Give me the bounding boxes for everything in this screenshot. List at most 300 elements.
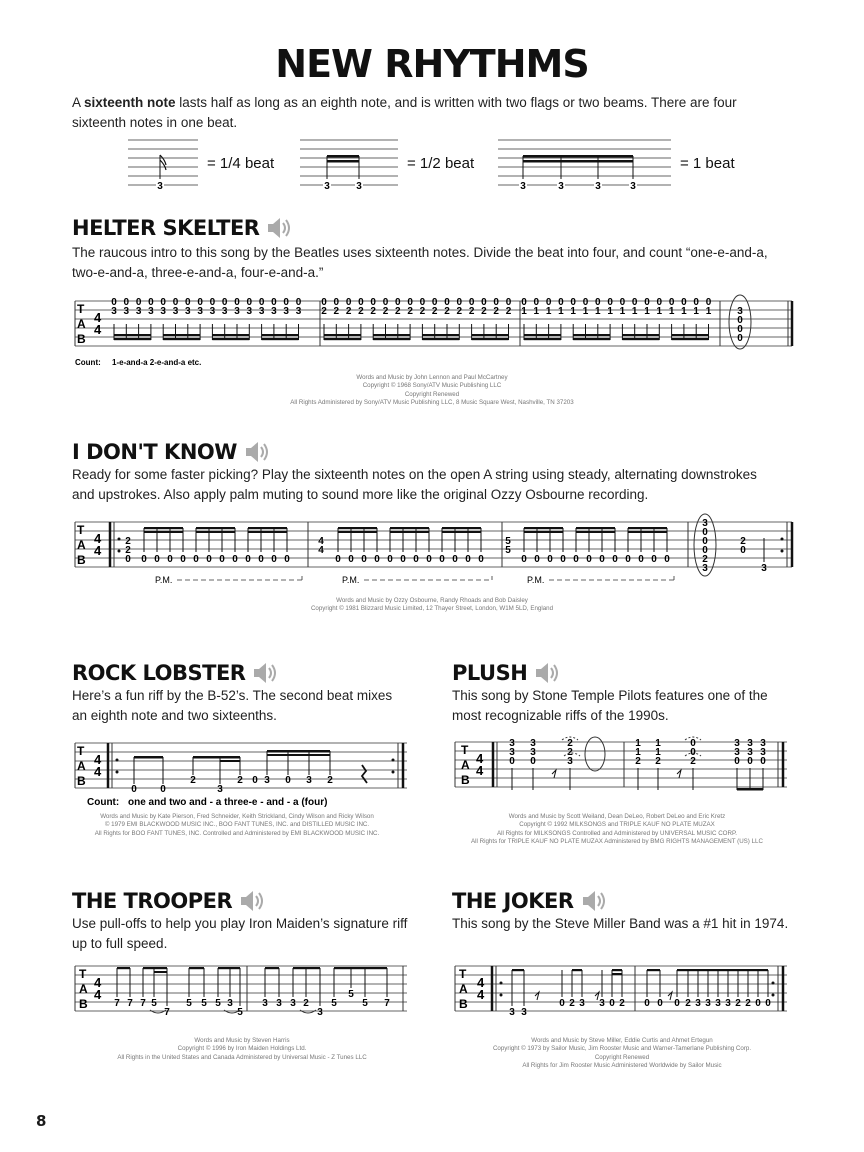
fret-number: 5 — [331, 998, 337, 1009]
fret-number: 3 — [295, 306, 302, 317]
fret-number: 0 — [705, 297, 712, 308]
chord-fret: 4 — [318, 545, 324, 556]
svg-text:3: 3 — [567, 756, 573, 767]
fret-number: 3 — [246, 306, 253, 317]
svg-text:3: 3 — [530, 738, 536, 749]
fret-number: 0 — [644, 297, 650, 308]
fret-number: 3 — [290, 998, 296, 1009]
fret-number: 0 — [333, 297, 340, 308]
plush-tab — [452, 730, 792, 810]
fret-number: 0 — [221, 297, 228, 308]
svg-text:3: 3 — [509, 747, 515, 758]
helter-skelter-heading: HELTER SKELTER — [72, 216, 260, 240]
fret-number: 0 — [619, 297, 626, 308]
fret-number: 0 — [160, 784, 166, 795]
fret-number: 1 — [668, 306, 675, 317]
fret-number: 0 — [582, 297, 589, 308]
fret-number: 2 — [481, 306, 487, 317]
fret-number: 0 — [465, 554, 471, 565]
credit-line: All Rights for BOO FANT TUNES, INC. Controlled and Administered by EMI BLACKWOOD MUSIC INC. — [94, 829, 380, 837]
fret-number: 0 — [167, 554, 173, 565]
svg-text:1: 1 — [655, 747, 661, 758]
fret-number: 0 — [651, 554, 657, 565]
fret-number: 2 — [321, 306, 327, 317]
palm-mute-label: P.M. — [342, 575, 360, 585]
chord-fret: 2 — [740, 536, 746, 547]
fret-number: 3 — [509, 1007, 515, 1018]
tab-letter-b: B — [77, 332, 86, 346]
fret-number: 3 — [356, 181, 362, 192]
fret-number: 0 — [478, 554, 484, 565]
fret-number: 3 — [262, 998, 268, 1009]
fret-number: 0 — [595, 297, 601, 308]
audio-speaker-icon[interactable] — [251, 661, 277, 685]
the-trooper-credits — [72, 1037, 412, 1062]
fret-number: 0 — [521, 297, 527, 308]
tab-letter-b: B — [459, 997, 468, 1011]
fret-number: 0 — [674, 998, 680, 1009]
fret-number: 2 — [493, 306, 499, 317]
fret-number: 0 — [361, 554, 367, 565]
time-sig-bottom: 4 — [94, 987, 102, 1002]
time-sig-bottom: 4 — [476, 763, 484, 778]
the-trooper-heading: THE TROOPER — [72, 889, 233, 913]
chord-fret: 0 — [737, 315, 743, 326]
audio-speaker-icon[interactable] — [580, 889, 606, 913]
half-beat-label: = 1/2 beat — [407, 155, 475, 172]
credit-line: All Rights for TRIPLE KAUF NO PLATE MUZAX Administered by BMG RIGHTS MANAGEMENT (US) LLC — [471, 837, 763, 845]
fret-number: 0 — [612, 554, 618, 565]
svg-text:1: 1 — [655, 738, 661, 749]
fret-number: 0 — [558, 297, 564, 308]
svg-text:3: 3 — [530, 747, 536, 758]
fret-number: 0 — [123, 297, 130, 308]
fret-number: 3 — [148, 306, 154, 317]
i-dont-know-heading: I DON'T KNOW — [72, 440, 237, 464]
fret-number: 0 — [193, 554, 199, 565]
fret-number: 7 — [164, 1007, 170, 1018]
fret-number: 0 — [573, 554, 579, 565]
fret-number: 0 — [180, 554, 186, 565]
fret-number: 0 — [656, 297, 663, 308]
chord-fret: 3 — [737, 306, 743, 317]
tab-letter-t: T — [461, 743, 469, 757]
svg-text:3: 3 — [760, 738, 766, 749]
fret-number: 0 — [335, 554, 341, 565]
fret-number: 3 — [276, 998, 282, 1009]
fret-number: 3 — [185, 306, 191, 317]
fret-number: 3 — [217, 784, 223, 795]
fret-number: 0 — [154, 554, 160, 565]
fret-number: 1 — [681, 306, 687, 317]
fret-number: 7 — [140, 998, 146, 1009]
fret-number: 0 — [160, 297, 166, 308]
svg-text:3: 3 — [509, 738, 515, 749]
fret-number: 5 — [348, 989, 354, 1000]
svg-text:3: 3 — [747, 747, 753, 758]
time-sig-bottom: 4 — [94, 322, 102, 337]
the-trooper-tab — [72, 958, 412, 1038]
intro-post: lasts half as long as an eighth note, and is written with two flags or two beams. There are four sixteenth notes in one beat. — [72, 95, 737, 130]
helter-skelter-description: The raucous intro to this song by the Beatles uses sixteenth notes. Divide the beat into four, and count “one-e-and-a, two-e-and-a, three-e-and-a, four-e-and-a.” — [72, 245, 768, 280]
svg-text:3: 3 — [734, 738, 740, 749]
fret-number: 2 — [395, 306, 401, 317]
helter-skelter-title — [72, 216, 291, 240]
rock-lobster-title — [72, 661, 277, 685]
i-dont-know-credits — [232, 597, 632, 614]
two-sixteenths-example — [295, 135, 400, 195]
fret-number: 0 — [219, 554, 225, 565]
fret-number: 0 — [468, 297, 475, 308]
count-label: Count: — [75, 358, 101, 367]
plush-title — [452, 661, 559, 685]
chord-fret: 5 — [505, 545, 511, 556]
tab-letter-a: A — [77, 538, 86, 552]
count-text: 1-e-and-a 2-e-and-a etc. — [112, 358, 202, 367]
fret-number: 1 — [595, 306, 601, 317]
time-sig-top: 4 — [476, 751, 484, 766]
fret-number: 1 — [570, 306, 576, 317]
the-joker-title — [452, 889, 606, 913]
fret-number: 0 — [400, 554, 406, 565]
time-sig-top: 4 — [94, 975, 102, 990]
fret-number: 2 — [431, 306, 438, 317]
fret-number: 3 — [234, 306, 240, 317]
credit-line: Copyright © 1992 MILKSONGS and TRIPLE KAUF NO PLATE MUZAX — [519, 821, 715, 829]
tab-letter-t: T — [459, 967, 467, 981]
tab-letter-b: B — [461, 773, 470, 787]
fret-number: 5 — [186, 998, 192, 1009]
fret-number: 3 — [520, 181, 526, 192]
fret-number: 3 — [599, 998, 605, 1009]
fret-number: 1 — [644, 306, 650, 317]
chord-fret: 0 — [702, 545, 708, 556]
fret-number: 3 — [160, 306, 166, 317]
fret-number: 3 — [111, 306, 117, 317]
tab-letter-a: A — [77, 317, 86, 331]
fret-number: 0 — [609, 998, 615, 1009]
fret-number: 3 — [135, 306, 142, 317]
fret-number: 3 — [705, 998, 711, 1009]
fret-number: 3 — [579, 998, 585, 1009]
credit-line: Words and Music by John Lennon and Paul McCartney — [356, 374, 508, 381]
fret-number: 0 — [444, 297, 450, 308]
credit-line: Copyright © 1996 by Iron Maiden Holdings Ltd. — [177, 1045, 307, 1053]
rock-lobster-description: Here’s a fun riff by the B-52’s. The second beat mixes an eighth note and two sixteenths. — [72, 688, 393, 723]
fret-number: 0 — [234, 297, 240, 308]
page-title: NEW RHYTHMS — [275, 42, 589, 86]
time-sig-top: 4 — [94, 310, 102, 325]
fret-number: 3 — [258, 306, 265, 317]
fret-number: 2 — [237, 775, 243, 786]
svg-text:0: 0 — [734, 756, 740, 767]
fret-number: 3 — [558, 181, 564, 192]
credit-line: Copyright © 1981 Blizzard Music Limited, 12 Thayer Street, London, W1M 5LD, England — [310, 605, 554, 613]
rock-lobster-heading: ROCK LOBSTER — [72, 661, 246, 685]
fret-number: 0 — [387, 554, 393, 565]
fret-number: 3 — [306, 775, 312, 786]
fret-number: 0 — [521, 554, 527, 565]
fret-number: 0 — [586, 554, 592, 565]
credit-line: Copyright Renewed — [404, 390, 460, 398]
palm-mute-label: P.M. — [155, 575, 173, 585]
fret-number: 2 — [327, 775, 333, 786]
palm-mute-label: P.M. — [527, 575, 545, 585]
svg-text:2: 2 — [567, 738, 573, 749]
fret-number: 2 — [303, 998, 309, 1009]
fret-number: 0 — [245, 554, 251, 565]
svg-text:1: 1 — [635, 747, 641, 758]
time-sig-top: 4 — [477, 975, 485, 990]
fret-number: 0 — [209, 297, 216, 308]
fret-number: 0 — [431, 297, 438, 308]
credit-line: All Rights in the United States and Canada Administered by Universal Music - Z Tunes LLC — [117, 1053, 367, 1061]
fret-number: 0 — [135, 297, 142, 308]
fret-number: 0 — [246, 297, 253, 308]
time-sig-bottom: 4 — [477, 987, 485, 1002]
tab-letter-t: T — [79, 967, 87, 981]
fret-number: 0 — [271, 297, 277, 308]
chord-fret: 0 — [125, 554, 131, 565]
fret-number: 3 — [317, 1007, 323, 1018]
credit-line: © 1979 EMI BLACKWOOD MUSIC INC., BOO FANT TUNES, INC. and DISTILLED MUSIC INC. — [104, 821, 370, 829]
chord-fret: 0 — [702, 536, 708, 547]
fret-number: 0 — [481, 297, 487, 308]
credit-line: Copyright © 1973 by Sailor Music, Jim Rooster Music and Warner-Tamerlane Publishing Corp. — [492, 1045, 752, 1053]
audio-speaker-icon[interactable] — [265, 216, 291, 240]
svg-text:2: 2 — [567, 747, 573, 758]
fret-number: 1 — [582, 306, 589, 317]
credit-line: Copyright © 1968 Sony/ATV Music Publishing LLC — [362, 382, 502, 390]
fret-number: 3 — [123, 306, 130, 317]
chord-fret: 2 — [702, 554, 708, 565]
the-joker-heading: THE JOKER — [452, 889, 574, 913]
fret-number: 0 — [197, 297, 203, 308]
rock-lobster-tab — [72, 735, 412, 815]
credit-line: All Rights Administered by Sony/ATV Music Publishing LLC, 8 Music Square West, Nashville, TN 37203 — [290, 398, 574, 406]
fret-number: 0 — [358, 297, 364, 308]
chord-fret: 4 — [318, 536, 324, 547]
fret-number: 0 — [644, 998, 650, 1009]
fret-number: 0 — [534, 554, 540, 565]
tab-letter-t: T — [77, 302, 85, 316]
fret-number: 0 — [638, 554, 644, 565]
fret-number: 0 — [664, 554, 670, 565]
fret-number: 3 — [715, 998, 721, 1009]
fret-number: 2 — [370, 306, 376, 317]
fret-number: 2 — [419, 306, 426, 317]
fret-number: 7 — [384, 998, 390, 1009]
fret-number: 1 — [656, 306, 663, 317]
fret-number: 0 — [258, 554, 264, 565]
svg-text:0: 0 — [509, 756, 515, 767]
fret-number: 0 — [407, 297, 413, 308]
fret-number: 0 — [559, 998, 565, 1009]
fret-number: 1 — [693, 306, 699, 317]
count-label: Count: — [87, 797, 120, 808]
svg-text:3: 3 — [747, 738, 753, 749]
fret-number: 2 — [745, 998, 751, 1009]
the-trooper-title — [72, 889, 264, 913]
fret-number: 3 — [221, 306, 228, 317]
credit-line: Words and Music by Steve Miller, Eddie Curtis and Ahmet Ertegun — [531, 1037, 713, 1044]
fret-number: 2 — [456, 306, 463, 317]
fret-number: 2 — [382, 306, 389, 317]
tab-letter-b: B — [79, 997, 88, 1011]
fret-number: 0 — [419, 297, 426, 308]
fret-number: 1 — [631, 306, 638, 317]
fret-number: 5 — [151, 998, 157, 1009]
fret-number: 1 — [619, 306, 626, 317]
the-joker-credits — [452, 1037, 792, 1070]
fret-number: 0 — [570, 297, 576, 308]
fret-number: 0 — [374, 554, 380, 565]
fret-number: 7 — [114, 998, 120, 1009]
helter-skelter-tab — [72, 288, 794, 378]
fret-number: 0 — [172, 297, 179, 308]
tab-letter-t: T — [77, 523, 85, 537]
fret-number: 5 — [237, 1007, 243, 1018]
fret-number: 0 — [505, 297, 512, 308]
fret-number: 0 — [185, 297, 191, 308]
credit-line: Words and Music by Steven Harris — [194, 1037, 290, 1044]
rock-lobster-credits — [72, 813, 402, 838]
svg-text:2: 2 — [635, 756, 641, 767]
tab-letter-a: A — [459, 982, 468, 996]
chord-fret: 0 — [737, 324, 743, 335]
tab-letter-b: B — [77, 553, 86, 567]
chord-fret: 0 — [702, 527, 708, 538]
fret-number: 0 — [345, 297, 352, 308]
fret-number: 3 — [209, 306, 216, 317]
fret-number: 7 — [127, 998, 133, 1009]
audio-speaker-icon[interactable] — [238, 889, 264, 913]
credit-line: All Rights for Jim Rooster Music Administered Worldwide by Sailor Music — [522, 1061, 722, 1069]
intro-pre: A — [72, 95, 85, 110]
svg-text:2: 2 — [655, 756, 661, 767]
fret-number: 1 — [558, 306, 564, 317]
fret-number: 0 — [452, 554, 458, 565]
svg-text:0: 0 — [747, 756, 753, 767]
helter-skelter-credits — [232, 374, 632, 407]
i-dont-know-tab — [72, 512, 794, 600]
tab-letter-a: A — [461, 758, 470, 772]
fret-number: 0 — [493, 297, 499, 308]
fret-number: 2 — [190, 775, 196, 786]
chord-fret: 3 — [702, 518, 708, 529]
time-sig-bottom: 4 — [94, 543, 102, 558]
fret-number: 0 — [348, 554, 354, 565]
intro-bold-term: sixteenth note — [84, 95, 176, 110]
audio-speaker-icon[interactable] — [533, 661, 559, 685]
fret-number: 0 — [382, 297, 389, 308]
fret-number: 0 — [295, 297, 302, 308]
the-joker-tab — [452, 958, 792, 1038]
fret-number: 0 — [765, 998, 771, 1009]
fret-number: 0 — [283, 297, 289, 308]
fret-number: 0 — [533, 297, 540, 308]
four-sixteenths-example — [493, 135, 673, 195]
svg-text:0: 0 — [530, 756, 536, 767]
chord-fret: 0 — [740, 545, 746, 556]
fret-number: 3 — [324, 181, 330, 192]
time-sig-bottom: 4 — [94, 764, 102, 779]
fret-number: 2 — [333, 306, 340, 317]
svg-text:3: 3 — [734, 747, 740, 758]
svg-text:0: 0 — [760, 756, 766, 767]
fret-number: 3 — [630, 181, 636, 192]
fret-number: 0 — [456, 297, 463, 308]
fret-number: 2 — [735, 998, 741, 1009]
fret-number: 0 — [258, 297, 265, 308]
i-dont-know-title — [72, 440, 269, 464]
fret-number: 5 — [215, 998, 221, 1009]
fret-number: 0 — [284, 554, 290, 565]
fret-number: 2 — [619, 998, 625, 1009]
credit-line: All Rights for MILKSONGS Controlled and Administered by UNIVERSAL MUSIC CORP. — [496, 829, 738, 837]
fret-number: 3 — [157, 181, 163, 192]
fret-number: 0 — [657, 998, 663, 1009]
quarter-beat-label: = 1/4 beat — [207, 155, 275, 172]
fret-number: 0 — [111, 297, 117, 308]
tab-letter-t: T — [77, 744, 85, 758]
fret-number: 3 — [227, 998, 233, 1009]
count-text: one and two and - a three-e - and - a (four) — [128, 797, 328, 808]
fret-number: 0 — [547, 554, 553, 565]
chord-fret: 3 — [761, 563, 767, 574]
fret-number: 5 — [362, 998, 368, 1009]
fret-number: 0 — [693, 297, 699, 308]
fret-number: 3 — [595, 181, 601, 192]
svg-text:3: 3 — [760, 747, 766, 758]
fret-number: 0 — [545, 297, 552, 308]
credit-line: Words and Music by Kate Pierson, Fred Schneider, Keith Strickland, Cindy Wilson and Ricky Wilson — [100, 813, 374, 820]
intro-paragraph — [72, 93, 792, 132]
page-number: 8 — [36, 1112, 47, 1130]
fret-number: 3 — [271, 306, 277, 317]
tab-letter-a: A — [79, 982, 88, 996]
fret-number: 1 — [521, 306, 527, 317]
svg-text:0: 0 — [690, 738, 696, 749]
audio-speaker-icon[interactable] — [243, 440, 269, 464]
fret-number: 0 — [232, 554, 238, 565]
fret-number: 0 — [426, 554, 432, 565]
plush-credits — [452, 813, 782, 846]
fret-number: 0 — [560, 554, 566, 565]
fret-number: 2 — [569, 998, 575, 1009]
fret-number: 3 — [283, 306, 289, 317]
fret-number: 0 — [755, 998, 761, 1009]
fret-number: 3 — [197, 306, 203, 317]
fret-number: 0 — [681, 297, 687, 308]
fret-number: 2 — [345, 306, 352, 317]
fret-number: 1 — [705, 306, 712, 317]
chord-fret: 2 — [125, 536, 131, 547]
fret-number: 0 — [370, 297, 376, 308]
fret-number: 3 — [521, 1007, 527, 1018]
time-sig-top: 4 — [94, 752, 102, 767]
time-sig-top: 4 — [94, 531, 102, 546]
i-dont-know-description: Ready for some faster picking? Play the sixteenth notes on the open A string using steady, alternating downstrokes and upstrokes. Also apply palm muting to sound more like the original Ozzy Osbourne recording. — [72, 467, 757, 502]
fret-number: 2 — [685, 998, 691, 1009]
credit-line: Words and Music by Scott Weiland, Dean DeLeo, Robert DeLeo and Eric Kretz — [508, 813, 726, 820]
fret-number: 0 — [631, 297, 638, 308]
chord-fret: 5 — [505, 536, 511, 547]
the-joker-description: This song by the Steve Miller Band was a #1 hit in 1974. — [452, 916, 789, 931]
tab-letter-b: B — [77, 774, 86, 788]
the-trooper-description: Use pull-offs to help you play Iron Maiden’s signature riff up to full speed. — [72, 916, 408, 951]
tab-letter-a: A — [77, 759, 86, 773]
